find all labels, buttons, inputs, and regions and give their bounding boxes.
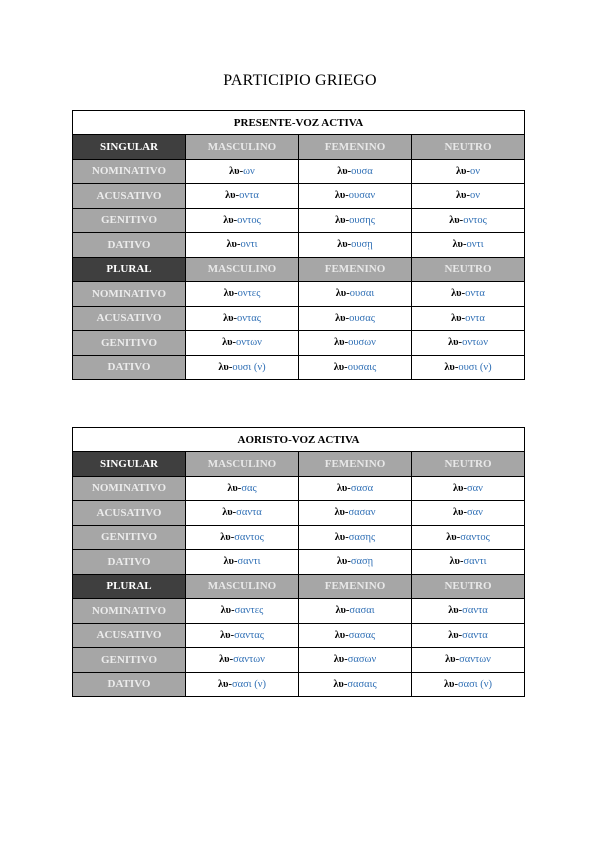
- form-cell: [186, 184, 299, 209]
- form-ending: οντος: [237, 214, 261, 226]
- case-label: DATIVO: [73, 355, 186, 380]
- case-label: GENITIVO: [73, 525, 186, 550]
- form-stem: λυ-: [335, 288, 350, 300]
- form-ending: σασων: [347, 654, 377, 666]
- form-ending: σαντα: [462, 629, 488, 641]
- form-cell: [186, 306, 299, 331]
- form-stem: λυ-: [226, 239, 241, 251]
- form-stem: λυ-: [448, 337, 463, 349]
- form-cell: [299, 233, 412, 258]
- form-ending: ουσης: [349, 214, 375, 226]
- form-ending: σασης: [348, 531, 376, 543]
- form-ending: ον: [470, 165, 480, 177]
- form-stem: λυ-: [336, 556, 351, 568]
- form-stem: λυ-: [337, 165, 352, 177]
- form-cell: [412, 208, 525, 233]
- form-stem: λυ-: [333, 678, 348, 690]
- form-cell: [299, 648, 412, 673]
- section-header-row: [73, 452, 525, 477]
- form-cell: [299, 184, 412, 209]
- gender-header: FEMENINO: [299, 452, 412, 477]
- form-cell: [299, 355, 412, 380]
- form-stem: λυ-: [334, 531, 349, 543]
- form-ending: σαντος: [460, 531, 490, 543]
- form-cell: [412, 623, 525, 648]
- form-ending: ουσι (ν): [458, 361, 492, 373]
- form-cell: [412, 233, 525, 258]
- form-stem: λυ-: [220, 531, 235, 543]
- table-row: [73, 550, 525, 575]
- form-stem: λυ-: [225, 190, 240, 202]
- form-ending: ουσων: [348, 337, 376, 349]
- form-ending: οντι: [240, 239, 258, 251]
- aoristo-table: [72, 427, 525, 697]
- gender-header: MASCULINO: [186, 452, 299, 477]
- gender-header: NEUTRO: [412, 452, 525, 477]
- gender-header: NEUTRO: [412, 574, 525, 599]
- form-ending: σασῃ: [350, 556, 374, 568]
- form-cell: [186, 648, 299, 673]
- table-row: [73, 648, 525, 673]
- form-ending: οντα: [465, 288, 485, 300]
- table-row: [73, 184, 525, 209]
- section-header-row: [73, 574, 525, 599]
- form-ending: σαντων: [459, 654, 491, 666]
- table-row: [73, 623, 525, 648]
- form-stem: λυ-: [446, 531, 461, 543]
- form-ending: σαντας: [234, 629, 264, 641]
- form-stem: λυ-: [334, 190, 349, 202]
- form-stem: λυ-: [451, 312, 466, 324]
- form-ending: οντι: [466, 239, 484, 251]
- form-stem: λυ-: [445, 654, 460, 666]
- page-title: PARTICIPIO GRIEGO: [223, 72, 377, 89]
- form-cell: [412, 599, 525, 624]
- gender-header: MASCULINO: [186, 135, 299, 160]
- form-stem: λυ-: [220, 629, 235, 641]
- form-ending: σαντα: [462, 605, 488, 617]
- table-row: [73, 159, 525, 184]
- case-label: GENITIVO: [73, 208, 186, 233]
- form-cell: [186, 233, 299, 258]
- form-ending: σαντι: [237, 556, 261, 568]
- gender-header: MASCULINO: [186, 574, 299, 599]
- form-stem: λυ-: [453, 482, 468, 494]
- form-ending: ουσῃ: [351, 239, 373, 251]
- form-cell: [186, 623, 299, 648]
- number-header: SINGULAR: [73, 452, 186, 477]
- form-stem: λυ-: [334, 507, 349, 519]
- case-label: GENITIVO: [73, 648, 186, 673]
- form-cell: [299, 306, 412, 331]
- form-stem: λυ-: [229, 165, 244, 177]
- form-cell: [186, 525, 299, 550]
- case-label: DATIVO: [73, 672, 186, 697]
- section-header-row: [73, 135, 525, 160]
- form-ending: ουσαι: [349, 288, 375, 300]
- form-ending: ουσα: [351, 165, 373, 177]
- form-cell: [412, 672, 525, 697]
- form-ending: ον: [470, 190, 480, 202]
- form-cell: [186, 355, 299, 380]
- form-stem: λυ-: [334, 337, 349, 349]
- form-ending: οντα: [465, 312, 485, 324]
- form-ending: σασας: [348, 629, 376, 641]
- gender-header: NEUTRO: [412, 135, 525, 160]
- form-stem: λυ-: [444, 678, 458, 690]
- form-cell: [412, 501, 525, 526]
- form-cell: [299, 672, 412, 697]
- form-stem: λυ-: [333, 654, 348, 666]
- number-header: SINGULAR: [73, 135, 186, 160]
- form-cell: [299, 208, 412, 233]
- case-label: DATIVO: [73, 550, 186, 575]
- form-stem: λυ-: [448, 605, 463, 617]
- gender-header: FEMENINO: [299, 135, 412, 160]
- form-cell: [186, 599, 299, 624]
- form-cell: [299, 550, 412, 575]
- form-cell: [412, 525, 525, 550]
- form-cell: [186, 208, 299, 233]
- number-header: PLURAL: [73, 257, 186, 282]
- form-stem: λυ-: [335, 312, 350, 324]
- form-cell: [299, 159, 412, 184]
- form-stem: λυ-: [449, 214, 464, 226]
- table-caption-row: [73, 428, 525, 452]
- form-cell: [299, 501, 412, 526]
- form-ending: ουσι (ν): [232, 361, 266, 373]
- form-cell: [186, 476, 299, 501]
- form-stem: λυ-: [456, 165, 470, 177]
- form-stem: λυ-: [335, 605, 350, 617]
- form-cell: [186, 672, 299, 697]
- form-cell: [412, 648, 525, 673]
- form-stem: λυ-: [334, 629, 349, 641]
- table-row: [73, 306, 525, 331]
- case-label: ACUSATIVO: [73, 623, 186, 648]
- table-row: [73, 331, 525, 356]
- form-stem: λυ-: [337, 239, 352, 251]
- table-row: [73, 282, 525, 307]
- form-stem: λυ-: [452, 239, 467, 251]
- form-stem: λυ-: [223, 288, 238, 300]
- case-label: ACUSATIVO: [73, 501, 186, 526]
- form-ending: σαντος: [234, 531, 264, 543]
- gender-header: MASCULINO: [186, 257, 299, 282]
- table-row: [73, 672, 525, 697]
- form-cell: [299, 331, 412, 356]
- form-stem: λυ-: [222, 337, 237, 349]
- case-label: NOMINATIVO: [73, 159, 186, 184]
- form-cell: [412, 184, 525, 209]
- form-stem: λυ-: [219, 654, 234, 666]
- form-stem: λυ-: [333, 361, 348, 373]
- section-header-row: [73, 257, 525, 282]
- form-cell: [186, 282, 299, 307]
- form-ending: σαντα: [236, 507, 262, 519]
- form-cell: [299, 525, 412, 550]
- number-header: PLURAL: [73, 574, 186, 599]
- form-cell: [299, 282, 412, 307]
- form-ending: ων: [243, 165, 255, 177]
- form-cell: [412, 306, 525, 331]
- form-cell: [186, 331, 299, 356]
- form-cell: [299, 599, 412, 624]
- form-stem: λυ-: [220, 605, 235, 617]
- form-cell: [412, 282, 525, 307]
- gender-header: NEUTRO: [412, 257, 525, 282]
- form-ending: σαντων: [233, 654, 265, 666]
- form-ending: σασα: [350, 482, 374, 494]
- form-ending: σαν: [467, 482, 483, 494]
- case-label: ACUSATIVO: [73, 184, 186, 209]
- table-row: [73, 355, 525, 380]
- gender-header: FEMENINO: [299, 574, 412, 599]
- table-row: [73, 599, 525, 624]
- table-caption-row: [73, 111, 525, 135]
- form-ending: σαντες: [234, 605, 264, 617]
- form-ending: ουσαις: [347, 361, 377, 373]
- form-ending: οντος: [463, 214, 487, 226]
- form-stem: λυ-: [335, 214, 350, 226]
- form-cell: [412, 550, 525, 575]
- form-cell: [412, 331, 525, 356]
- form-stem: λυ-: [444, 361, 459, 373]
- form-stem: λυ-: [222, 507, 237, 519]
- form-cell: [412, 476, 525, 501]
- form-ending: σασι (ν): [457, 678, 492, 690]
- table-row: [73, 476, 525, 501]
- case-label: NOMINATIVO: [73, 476, 186, 501]
- form-stem: λυ-: [448, 629, 463, 641]
- form-stem: λυ-: [451, 288, 466, 300]
- form-stem: λυ-: [449, 556, 464, 568]
- form-stem: λυ-: [223, 556, 238, 568]
- form-stem: λυ-: [453, 507, 468, 519]
- case-label: DATIVO: [73, 233, 186, 258]
- form-cell: [186, 501, 299, 526]
- form-stem: λυ-: [336, 482, 351, 494]
- form-stem: λυ-: [227, 482, 242, 494]
- case-label: NOMINATIVO: [73, 282, 186, 307]
- table-row: [73, 233, 525, 258]
- form-cell: [186, 159, 299, 184]
- case-label: ACUSATIVO: [73, 306, 186, 331]
- form-ending: οντων: [462, 337, 488, 349]
- form-ending: οντες: [237, 288, 261, 300]
- form-ending: σασαι: [349, 605, 375, 617]
- table-row: [73, 501, 525, 526]
- form-ending: οντας: [237, 312, 261, 324]
- form-ending: σασι (ν): [231, 678, 266, 690]
- form-ending: σασαις: [347, 678, 377, 690]
- gender-header: FEMENINO: [299, 257, 412, 282]
- form-ending: ουσαν: [348, 190, 376, 202]
- form-cell: [412, 355, 525, 380]
- case-label: GENITIVO: [73, 331, 186, 356]
- form-stem: λυ-: [456, 190, 470, 202]
- form-cell: [299, 476, 412, 501]
- form-ending: οντων: [236, 337, 262, 349]
- table-title: AORISTO-VOZ ACTIVA: [73, 428, 525, 452]
- form-cell: [412, 159, 525, 184]
- form-cell: [299, 623, 412, 648]
- form-ending: σαν: [467, 507, 483, 519]
- form-ending: σαντι: [463, 556, 487, 568]
- form-ending: οντα: [239, 190, 259, 202]
- form-ending: ουσας: [349, 312, 375, 324]
- form-stem: λυ-: [223, 312, 238, 324]
- table-row: [73, 208, 525, 233]
- table-row: [73, 525, 525, 550]
- form-stem: λυ-: [218, 361, 233, 373]
- case-label: NOMINATIVO: [73, 599, 186, 624]
- form-ending: σας: [241, 482, 257, 494]
- form-stem: λυ-: [218, 678, 232, 690]
- table-title: PRESENTE-VOZ ACTIVA: [73, 111, 525, 135]
- form-cell: [186, 550, 299, 575]
- form-ending: σασαν: [348, 507, 376, 519]
- presente-table: [72, 110, 525, 380]
- form-stem: λυ-: [223, 214, 238, 226]
